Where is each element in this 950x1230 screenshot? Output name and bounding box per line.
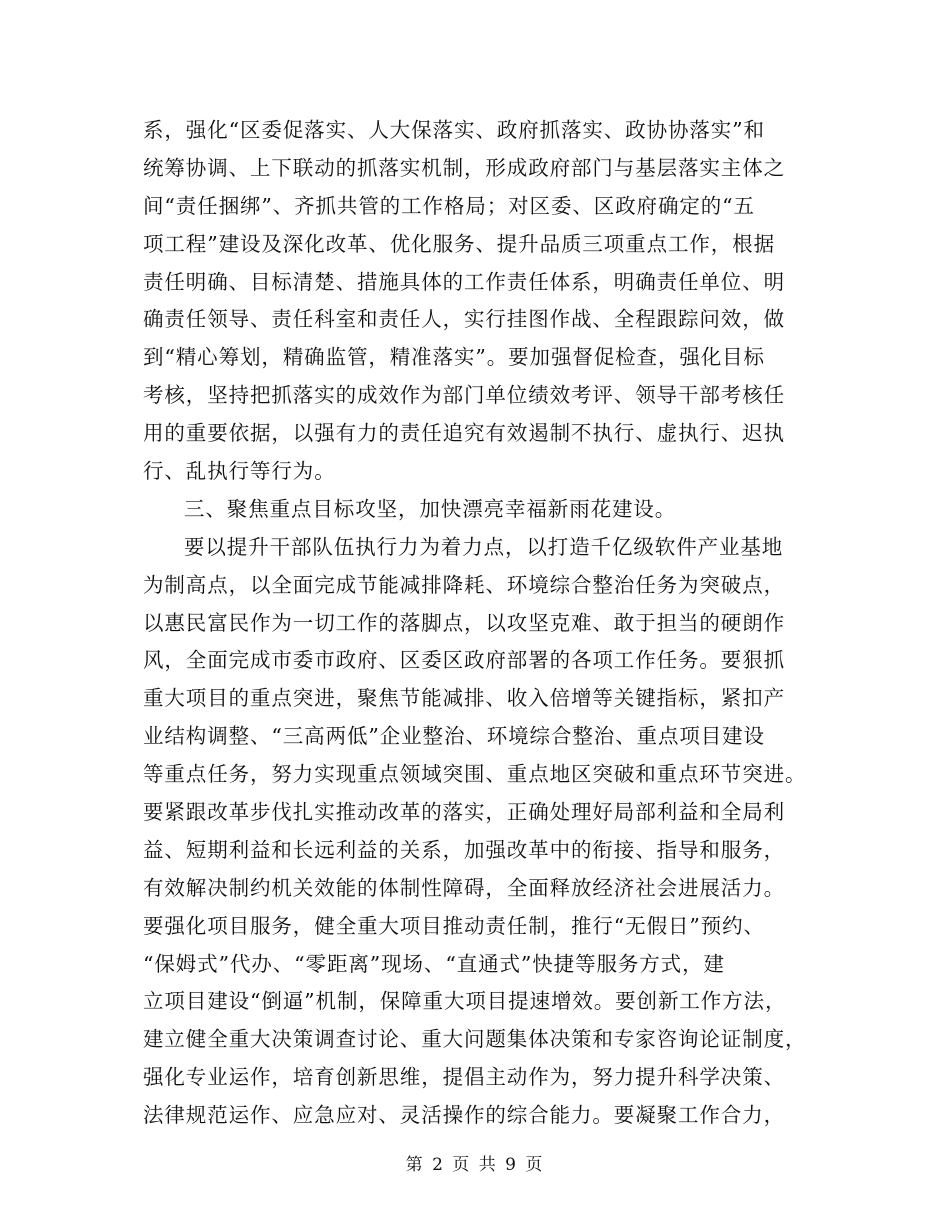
text-line: 三、聚焦重点目标攻坚，加快漂亮幸福新雨花建设。 <box>184 496 677 521</box>
text-line: 强化专业运作，培育创新思维，提倡主动作为，努力提升科学决策、 <box>143 1065 785 1090</box>
text-line: 要紧跟改革步伐扎实推动改革的落实，正确处理好局部利益和全局利 <box>143 800 785 825</box>
text-line: 重大项目的重点突进，聚焦节能减排、收入倍增等关键指标，紧扣产 <box>143 686 785 711</box>
text-line: 等重点任务，努力实现重点领域突围、重点地区突破和重点环节突进。 <box>143 762 807 787</box>
text-line: 要以提升干部队伍执行力为着力点，以打造千亿级软件产业基地 <box>184 534 784 559</box>
text-line: 为制高点，以全面完成节能减排降耗、环境综合整治任务为突破点， <box>143 572 785 597</box>
text-line: 建立健全重大决策调查讨论、重大问题集体决策和专家咨询论证制度， <box>143 1027 807 1052</box>
text-line: 项工程”建设及深化改革、优化服务、提升品质三项重点工作，根据 <box>143 231 775 256</box>
text-line: 间“责任捆绑”、齐抓共管的工作格局；对区委、区政府确定的“五 <box>143 193 755 218</box>
text-line: 益、短期利益和长远利益的关系，加强改革中的衔接、指导和服务， <box>143 837 785 862</box>
text-line: 确责任领导、责任科室和责任人，实行挂图作战、全程跟踪问效，做 <box>143 307 785 332</box>
text-line: 考核，坚持把抓落实的成效作为部门单位绩效考评、领导干部考核任 <box>143 383 785 408</box>
text-line: 有效解决制约机关效能的体制性障碍，全面释放经济社会进展活力。 <box>143 875 785 900</box>
text-line: 要强化项目服务，健全重大项目推动责任制，推行“无假日”预约、 <box>143 913 765 938</box>
text-line: 业结构调整、“三高两低”企业整治、环境综合整治、重点项目建设 <box>143 724 765 749</box>
text-line: 系，强化“区委促落实、人大保落实、政府抓落实、政协协落实”和 <box>143 118 765 142</box>
text-line: 到“精心筹划，精确监管，精准落实”。要加强督促检查，强化目标 <box>143 345 765 370</box>
text-line: “保姆式”代办、“零距离”现场、“直通式”快捷等服务方式，建 <box>143 951 725 976</box>
text-line: 风，全面完成市委市政府、区委区政府部署的各项工作任务。要狠抓 <box>143 648 785 673</box>
text-line: 统筹协调、上下联动的抓落实机制，形成政府部门与基层落实主体之 <box>143 155 785 180</box>
document-body <box>143 112 808 1135</box>
text-line: 法律规范运作、应急应对、灵活操作的综合能力。要凝聚工作合力， <box>143 1103 785 1128</box>
text-line: 立项目建设“倒逼”机制，保障重大项目提速增效。要创新工作方法， <box>143 989 787 1014</box>
text-line: 用的重要依据，以强有力的责任追究有效遏制不执行、虚执行、迟执 <box>143 421 785 446</box>
text-line: 以惠民富民作为一切工作的落脚点，以攻坚克难、敢于担当的硬朗作 <box>143 610 785 635</box>
page-number-footer: 第 2 页 共 9 页 <box>405 1155 545 1175</box>
text-line: 行、乱执行等行为。 <box>143 459 336 484</box>
text-line: 责任明确、目标清楚、措施具体的工作责任体系，明确责任单位、明 <box>143 269 785 294</box>
